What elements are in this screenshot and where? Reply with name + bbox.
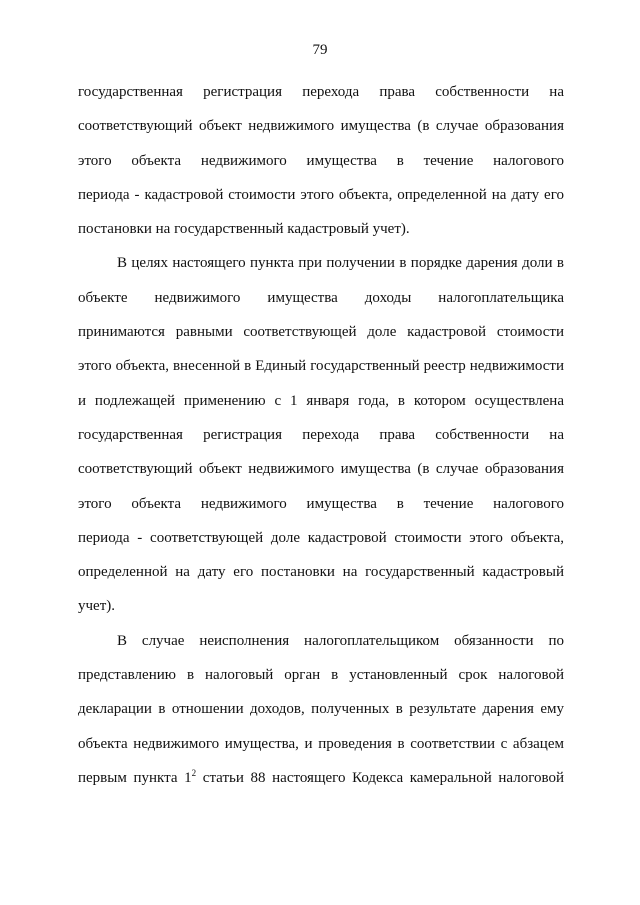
text-line: декларации в отношении доходов, полученных в результате дарения ему [78, 701, 564, 718]
text-line: представлению в налоговый орган в установленный срок налоговой [78, 667, 564, 684]
text-line: этого объекта недвижимого имущества в течение налогового [78, 152, 564, 169]
page-number: 79 [312, 42, 328, 58]
paragraph-first-line: В целях настоящего пункта при получении в порядке дарения доли в [117, 255, 564, 272]
text-line: принимаются равными соответствующей доле кадастровой стоимости [78, 324, 564, 341]
text-line: этого объекта, внесенной в Единый государственный реестр недвижимости [78, 358, 564, 375]
text-line: периода - кадастровой стоимости этого объекта, определенной на дату его [78, 186, 564, 203]
body-text [78, 75, 564, 795]
text-line: соответствующий объект недвижимого имущества (в случае образования [78, 118, 564, 135]
paragraph-first-line: В случае неисполнения налогоплательщиком обязанности по [117, 632, 564, 649]
text-line: постановки на государственный кадастровый учет). [78, 221, 410, 238]
last-line-end: статьи 88 настоящего Кодекса камеральной налоговой [196, 769, 564, 786]
text-line: учет). [78, 598, 116, 615]
text-line: объекта недвижимого имущества, и проведения в соответствии с абзацем [78, 735, 564, 752]
text-line: государственная регистрация перехода права собственности на [78, 426, 564, 443]
text-line-with-superscript [78, 761, 564, 795]
text-line: соответствующий объект недвижимого имущества (в случае образования [78, 461, 564, 478]
superscript: 2 [191, 767, 197, 778]
text-line: периода - соответствующей доле кадастровой стоимости этого объекта, [78, 529, 564, 546]
text-line: объекте недвижимого имущества доходы налогоплательщика [78, 289, 564, 306]
text-line: определенной на дату его постановки на государственный кадастровый [78, 564, 564, 581]
last-line-start: первым пункта 1 [78, 769, 192, 786]
text-line: и подлежащей применению с 1 января года, в котором осуществлена [78, 392, 564, 409]
text-line: государственная регистрация перехода права собственности на [78, 84, 564, 100]
text-line: этого объекта недвижимого имущества в течение налогового [78, 495, 564, 512]
